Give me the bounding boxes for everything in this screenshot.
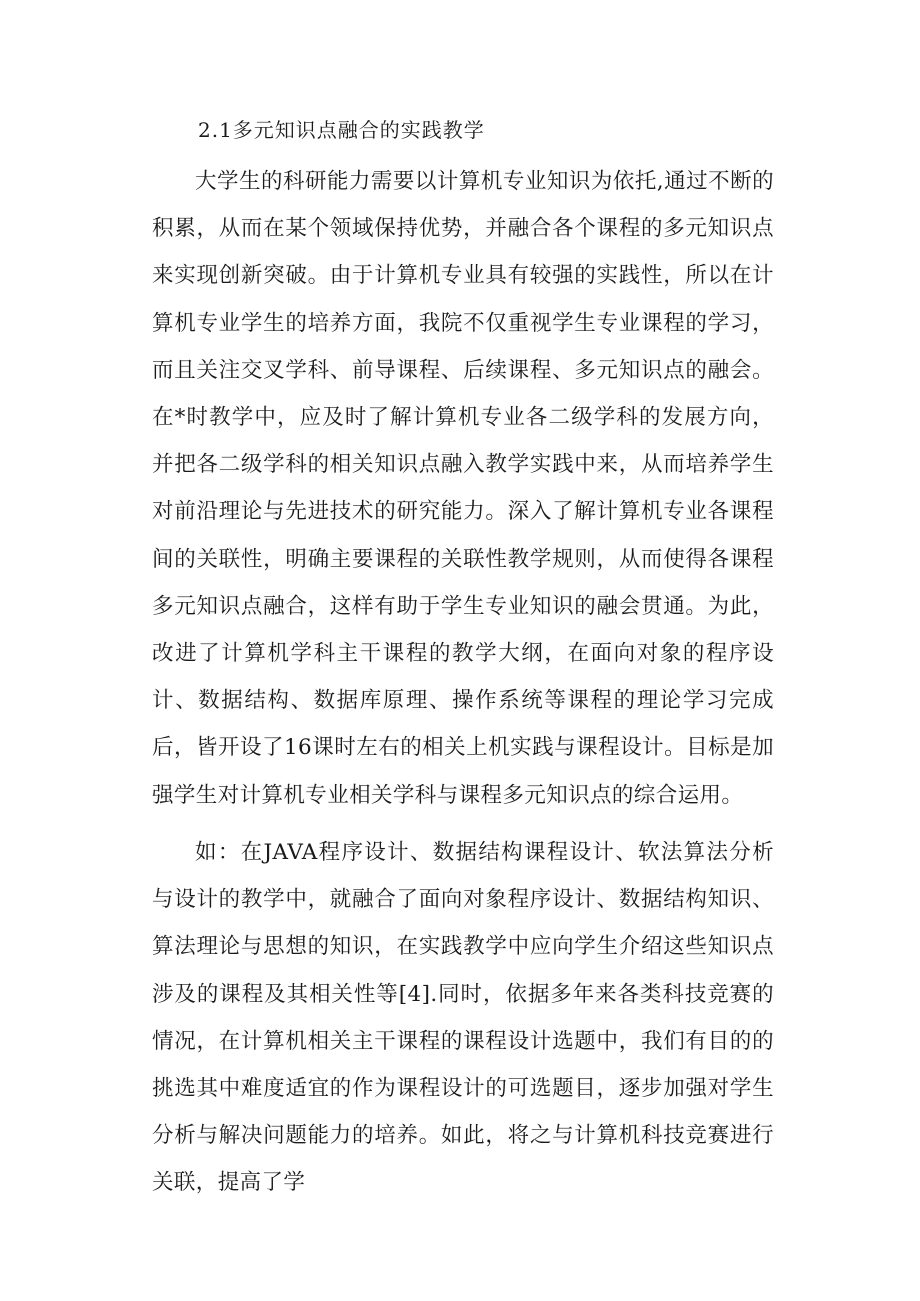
body-paragraph-1: 大学生的科研能力需要以计算机专业知识为依托,通过不断的积累，从而在某个领域保持优势，并融合各个课程的多元知识点来实现创新突破。由于计算机专业具有较强的实践性，所以在计算机专业学生的培养方面，我院不仅重视学生专业课程的学习，而且关注交叉学科、前导课程、后续课程、多元知识点的融会。在*时教学中，应及时了解计算机专业各二级学科的发展方向，并把各二级学科的相关知识点融入教学实践中来，从而培养学生对前沿理论与先进技术的研究能力。深入了解计算机专业各课程间的关联性，明确主要课程的关联性教学规则，从而使得各课程多元知识点融合，这样有助于学生专业知识的融会贯通。为此，改进了计算机学科主干课程的教学大纲，在面向对象的程序设计、数据结构、数据库原理、操作系统等课程的理论学习完成后，皆开设了16课时左右的相关上机实践与课程设计。目标是加强学生对计算机专业相关学科与课程多元知识点的综合运用。	[152, 169, 774, 808]
section-heading: 2.1多元知识点融合的实践教学	[198, 118, 485, 142]
body-paragraph-2: 如：在JAVA程序设计、数据结构课程设计、软法算法分析与设计的教学中，就融合了面向对象程序设计、数据结构知识、算法理论与思想的知识，在实践教学中应向学生介绍这些知识点涉及的课程及其相关性等[4].同时，依据多年来各类科技竞赛的情况，在计算机相关主干课程的课程设计选题中，我们有目的的挑选其中难度适宜的作为课程设计的可选题目，逐步加强对学生分析与解决问题能力的培养。如此，将之与计算机科技竞赛进行关联，提高了学	[152, 840, 774, 1196]
